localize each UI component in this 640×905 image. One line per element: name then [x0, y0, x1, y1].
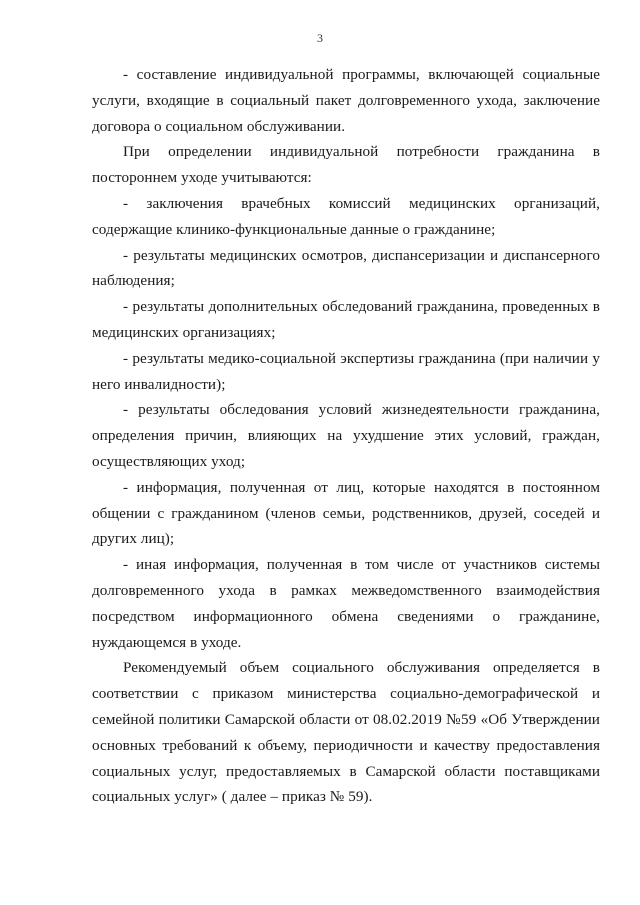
page-number: 3	[317, 31, 323, 45]
list-item-close-persons-information: - информация, полученная от лиц, которые находятся в постоянном общении с гражданином (членов семьи, родственников, друзей, соседей и других лиц);	[92, 478, 600, 548]
document-body	[92, 62, 600, 810]
paragraph-care-need-intro: При определении индивидуальной потребности гражданина в постороннем уходе учитываются:	[92, 143, 600, 187]
list-item-medical-commissions: - заключения врачебных комиссий медицинских организаций, содержащие клинико-функциональные данные о гражданине;	[92, 194, 600, 238]
list-item-other-information: - иная информация, полученная в том числе от участников системы долговременного ухода в рамках межведомственного взаимодействия посредством информационного обмена сведениями о гражданине, нуждающемся в уходе.	[92, 556, 600, 651]
list-item-additional-examinations: - результаты дополнительных обследований гражданина, проведенных в медицинских организациях;	[92, 298, 600, 341]
list-item-medico-social-expertise: - результаты медико-социальной экспертизы гражданина (при наличии у него инвалидности);	[92, 349, 600, 393]
list-item-medical-examinations: - результаты медицинских осмотров, диспансеризации и диспансерного наблюдения;	[92, 246, 600, 290]
list-item-living-conditions-survey: - результаты обследования условий жизнедеятельности гражданина, определения причин, влияющих на ухудшение этих условий, граждан, осуществляющих уход;	[92, 401, 600, 470]
paragraph-individual-program: - составление индивидуальной программы, включающей социальные услуги, входящие в социальный пакет долговременного ухода, заключение договора о социальном обслуживании.	[92, 66, 600, 135]
paragraph-recommended-volume: Рекомендуемый объем социального обслуживания определяется в соответствии с приказом министерства социально-демографической и семейной политики Самарской области от 08.02.2019 №59 «Об Утверждении основных требований к объему, периодичности и качеству предоставления социальных услуг, предоставляемых в Самарской области поставщиками социальных услуг» ( далее – приказ № 59).	[92, 659, 600, 806]
